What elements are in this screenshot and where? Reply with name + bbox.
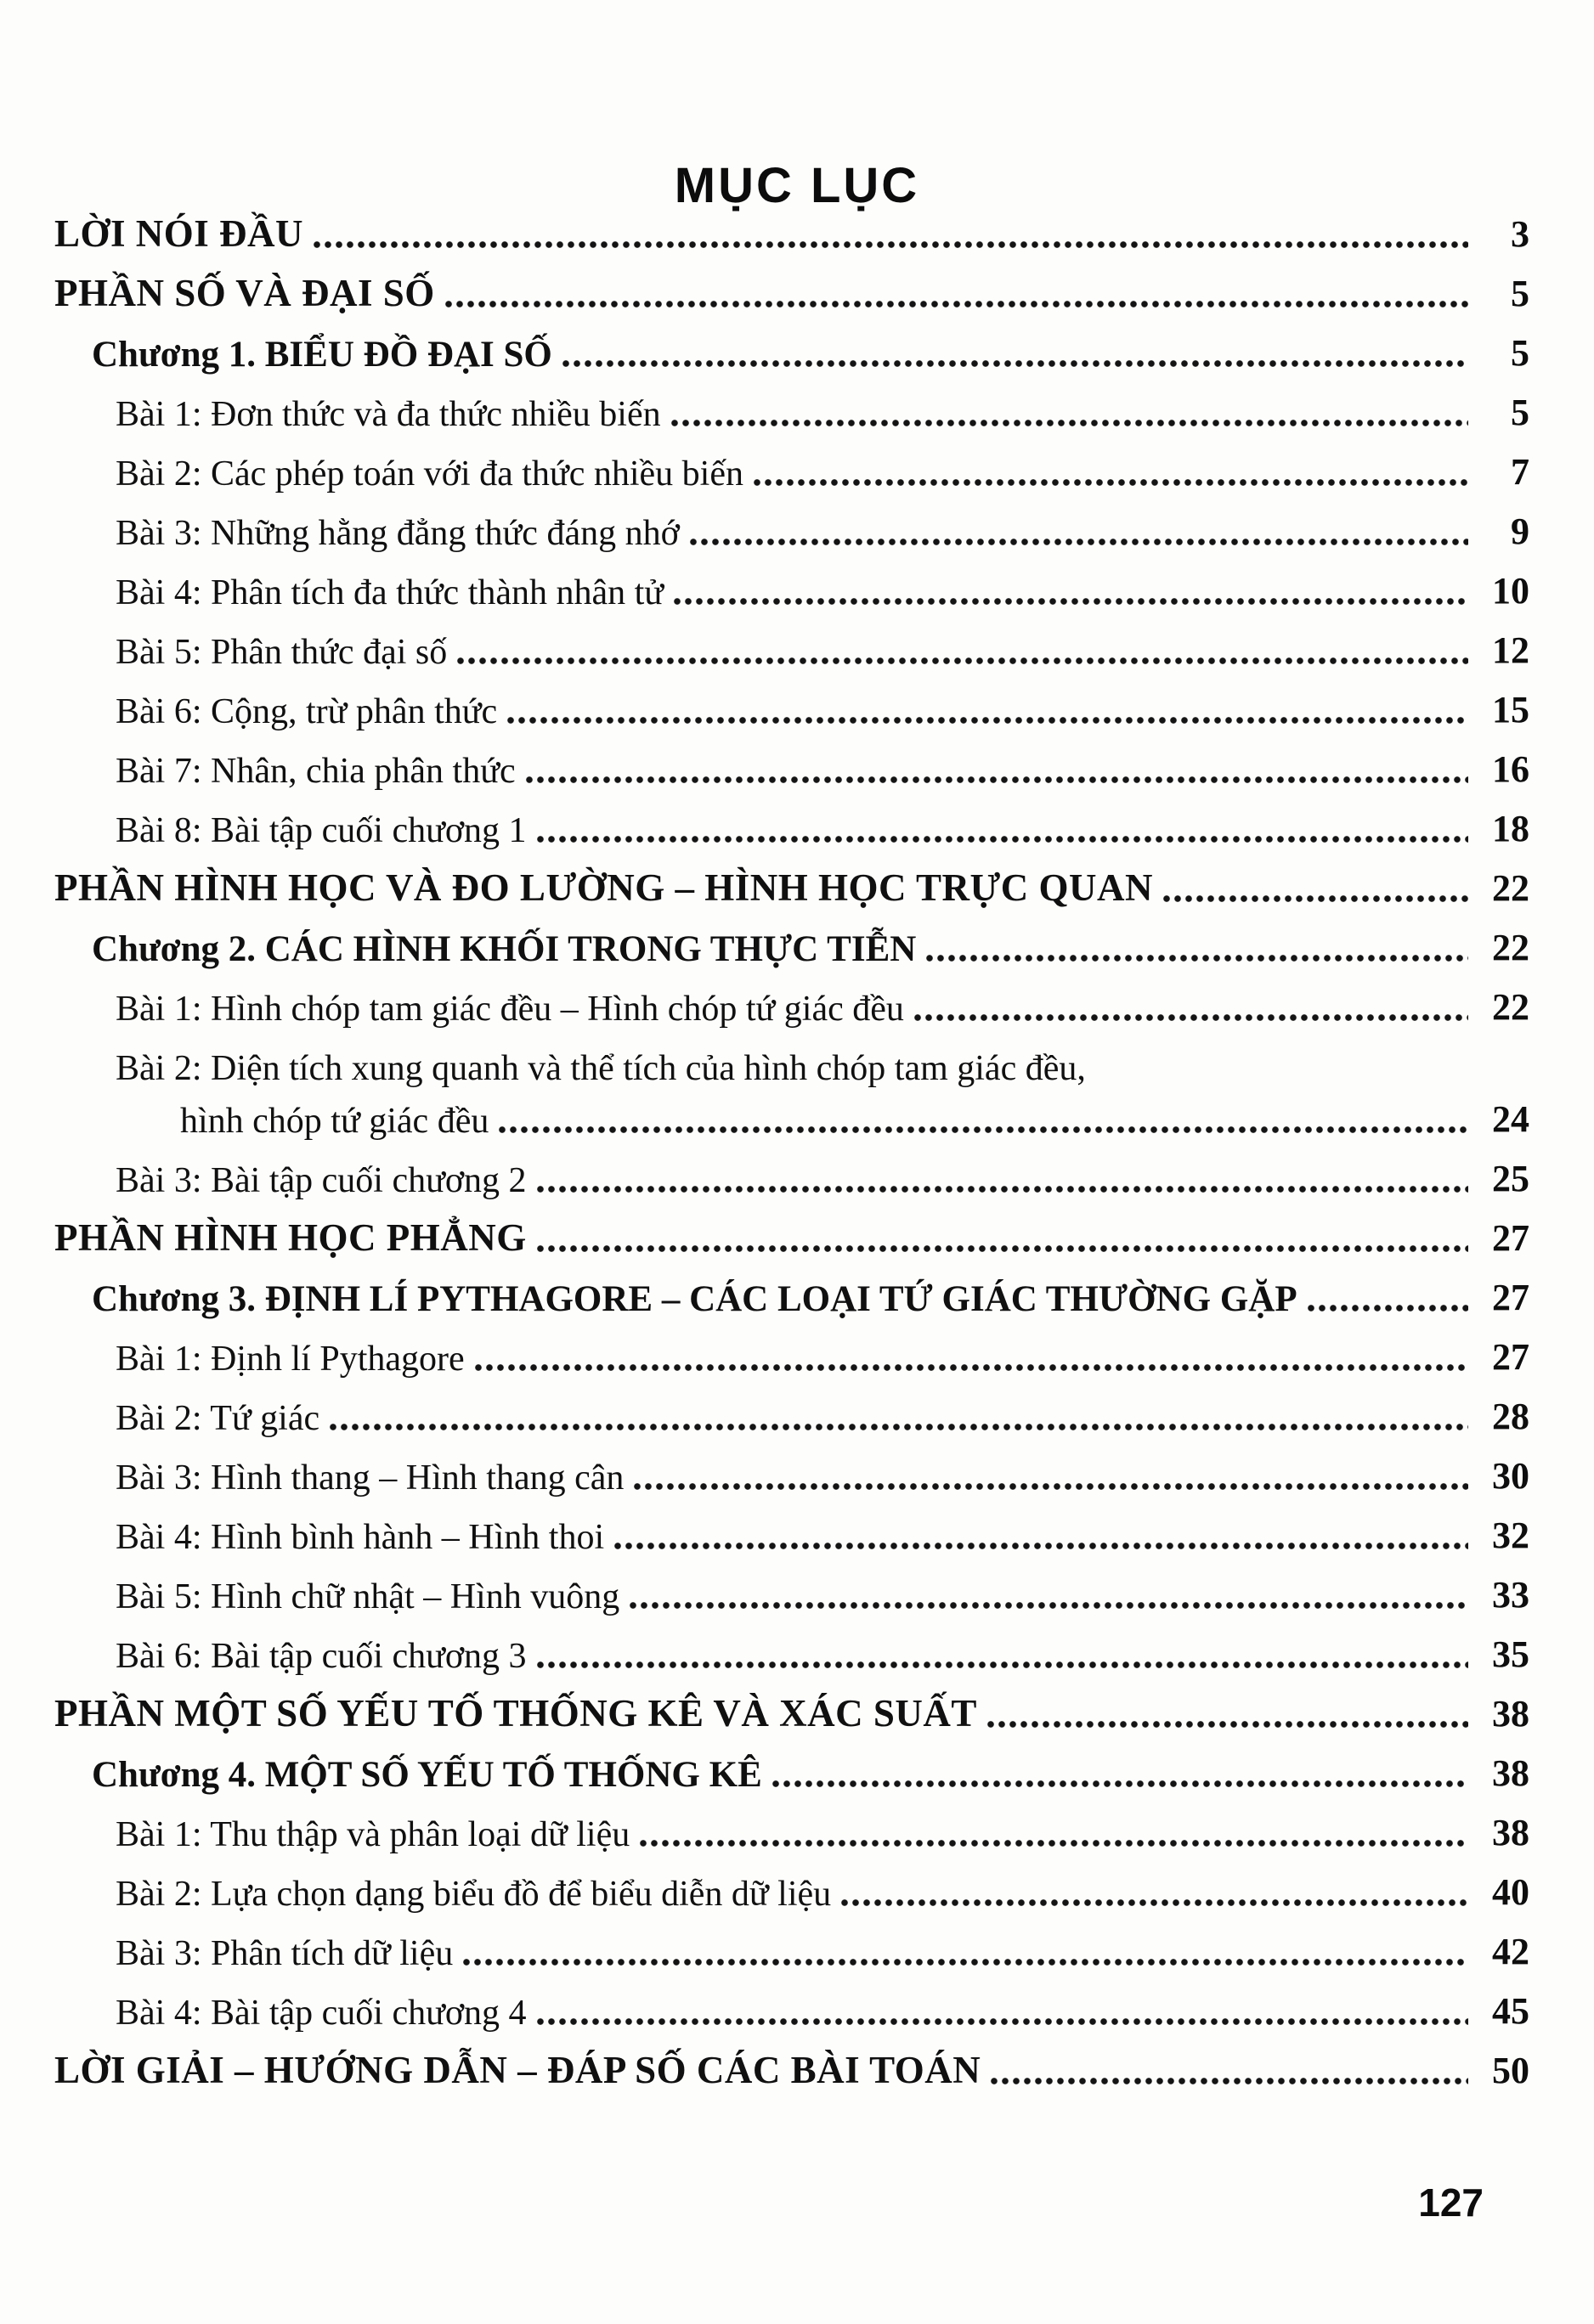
toc-entry-page: 38 xyxy=(1492,1812,1529,1854)
leader-dots xyxy=(841,1898,1468,1908)
leader-dots xyxy=(445,299,1468,309)
toc-entry-label: Bài 2: Diện tích xung quanh và thể tích của hình chóp tam giác đều, xyxy=(116,1048,1086,1088)
toc-entry-label: Bài 1: Định lí Pythagore xyxy=(116,1339,465,1379)
leader-dots xyxy=(671,418,1468,428)
toc-entry-label: Bài 6: Bài tập cuối chương 3 xyxy=(116,1636,527,1676)
toc-entry-page: 12 xyxy=(1492,629,1529,672)
leader-dots xyxy=(537,1244,1468,1254)
toc-entry xyxy=(54,1974,1529,2034)
toc-entry xyxy=(54,792,1529,851)
toc-entry-label: Bài 1: Đơn thức và đa thức nhiều biến xyxy=(116,394,661,434)
leader-dots xyxy=(537,1660,1468,1670)
toc-entry-page: 33 xyxy=(1492,1574,1529,1616)
toc-entry-label: Bài 4: Phân tích đa thức thành nhân tử xyxy=(116,573,664,612)
leader-dots xyxy=(457,656,1468,666)
toc-entry-label: LỜI GIẢI – HƯỚNG DẪN – ĐÁP SỐ CÁC BÀI TOÁN xyxy=(54,2049,981,2092)
toc-entry xyxy=(54,1677,1529,1736)
leader-dots xyxy=(537,2017,1468,2027)
leader-dots xyxy=(507,715,1468,725)
toc-entry xyxy=(54,1915,1529,1974)
toc-entry-label: Bài 6: Cộng, trừ phân thức xyxy=(116,691,498,731)
toc-entry-page: 22 xyxy=(1492,986,1529,1029)
toc-entry-label: PHẦN HÌNH HỌC PHẲNG xyxy=(54,1216,527,1260)
toc-entry xyxy=(54,1089,1529,1142)
toc-entry-label: Chương 4. MỘT SỐ YẾU TỐ THỐNG KÊ xyxy=(92,1754,762,1795)
leader-dots xyxy=(630,1600,1468,1610)
toc-entry xyxy=(54,970,1529,1029)
leader-dots xyxy=(314,240,1468,250)
toc-entry-page: 30 xyxy=(1492,1455,1529,1498)
toc-entry xyxy=(54,257,1529,316)
toc-entry-label: Bài 7: Nhân, chia phân thức xyxy=(116,751,516,791)
toc-entry-page: 25 xyxy=(1492,1158,1529,1200)
toc-entry-page: 5 xyxy=(1511,273,1529,315)
toc-list xyxy=(54,197,1529,2093)
toc-entry-label: Bài 3: Phân tích dữ liệu xyxy=(116,1933,454,1973)
toc-entry-label: Bài 2: Các phép toán với đa thức nhiều biến xyxy=(116,454,743,494)
toc-entry xyxy=(54,1142,1529,1201)
leader-dots xyxy=(463,1957,1468,1967)
leader-dots xyxy=(987,1719,1468,1729)
toc-entry xyxy=(54,1439,1529,1498)
toc-entry xyxy=(54,554,1529,613)
toc-entry-page: 32 xyxy=(1492,1515,1529,1557)
toc-entry-label: Bài 2: Lựa chọn dạng biểu đồ để biểu diễn dữ liệu xyxy=(116,1874,832,1914)
toc-entry xyxy=(54,1029,1529,1089)
leader-dots xyxy=(1163,894,1468,904)
toc-entry-label: Bài 4: Hình bình hành – Hình thoi xyxy=(116,1517,605,1557)
toc-entry xyxy=(54,1855,1529,1915)
toc-entry xyxy=(54,316,1529,375)
toc-entry xyxy=(54,673,1529,732)
toc-entry xyxy=(54,1320,1529,1379)
toc-entry xyxy=(54,197,1529,257)
leader-dots xyxy=(914,1013,1468,1023)
toc-entry-page: 22 xyxy=(1492,867,1529,910)
leader-dots xyxy=(926,953,1468,963)
toc-entry xyxy=(54,2034,1529,2093)
toc-entry xyxy=(54,375,1529,435)
toc-entry-page: 10 xyxy=(1492,570,1529,612)
toc-entry-page: 27 xyxy=(1492,1277,1529,1319)
toc-entry-label: Bài 3: Những hằng đẳng thức đáng nhớ xyxy=(116,513,680,553)
toc-entry-page: 42 xyxy=(1492,1931,1529,1973)
toc-entry-page: 3 xyxy=(1511,213,1529,256)
toc-entry xyxy=(54,1617,1529,1677)
toc-entry-label: Bài 1: Thu thập và phân loại dữ liệu xyxy=(116,1814,630,1854)
toc-entry-label: Chương 2. CÁC HÌNH KHỐI TRONG THỰC TIỄN xyxy=(92,928,917,969)
leader-dots xyxy=(499,1125,1468,1135)
toc-entry-label: Bài 4: Bài tập cuối chương 4 xyxy=(116,1993,527,2033)
leader-dots xyxy=(754,477,1468,488)
leader-dots xyxy=(537,1184,1468,1194)
toc-entry xyxy=(54,1201,1529,1261)
toc-entry-page: 38 xyxy=(1492,1752,1529,1795)
toc-entry-page: 5 xyxy=(1511,332,1529,375)
toc-entry xyxy=(54,1498,1529,1558)
leader-dots xyxy=(537,834,1468,844)
leader-dots xyxy=(1308,1303,1468,1313)
toc-entry-page: 5 xyxy=(1511,392,1529,434)
leader-dots xyxy=(634,1481,1468,1492)
toc-entry-label: Bài 5: Phân thức đại số xyxy=(116,632,448,672)
toc-entry xyxy=(54,1261,1529,1320)
leader-dots xyxy=(330,1422,1468,1432)
leader-dots xyxy=(526,775,1468,785)
toc-entry-label: Bài 3: Hình thang – Hình thang cân xyxy=(116,1458,625,1498)
toc-entry-label: Bài 3: Bài tập cuối chương 2 xyxy=(116,1160,527,1200)
toc-entry xyxy=(54,1796,1529,1855)
leader-dots xyxy=(991,2076,1468,2086)
toc-entry-page: 16 xyxy=(1492,748,1529,791)
toc-entry xyxy=(54,732,1529,792)
leader-dots xyxy=(562,358,1468,369)
leader-dots xyxy=(640,1838,1468,1848)
toc-entry-page: 7 xyxy=(1511,451,1529,494)
leader-dots xyxy=(674,596,1468,606)
toc-entry-page: 24 xyxy=(1492,1098,1529,1141)
toc-entry-label: Chương 3. ĐỊNH LÍ PYTHAGORE – CÁC LOẠI TỨ GIÁC THƯỜNG GẶP xyxy=(92,1278,1297,1319)
toc-entry-label: hình chóp tứ giác đều xyxy=(180,1101,489,1141)
toc-entry-label: Bài 2: Tứ giác xyxy=(116,1398,320,1438)
toc-entry-page: 27 xyxy=(1492,1336,1529,1379)
toc-entry-label: Bài 8: Bài tập cuối chương 1 xyxy=(116,810,527,850)
page-title: MỤC LỤC xyxy=(674,157,920,213)
toc-entry-page: 50 xyxy=(1492,2050,1529,2092)
toc-entry-page: 15 xyxy=(1492,689,1529,731)
toc-entry-page: 35 xyxy=(1492,1633,1529,1676)
toc-entry xyxy=(54,435,1529,494)
toc-entry-page: 22 xyxy=(1492,927,1529,969)
toc-entry-page: 38 xyxy=(1492,1693,1529,1735)
toc-entry-page: 9 xyxy=(1511,510,1529,553)
toc-entry xyxy=(54,911,1529,970)
leader-dots xyxy=(772,1779,1468,1789)
toc-entry xyxy=(54,851,1529,911)
toc-entry xyxy=(54,494,1529,554)
toc-entry-label: LỜI NÓI ĐẦU xyxy=(54,212,304,256)
toc-entry-page: 40 xyxy=(1492,1871,1529,1914)
toc-entry-label: PHẦN MỘT SỐ YẾU TỐ THỐNG KÊ VÀ XÁC SUẤT xyxy=(54,1692,977,1735)
toc-entry-label: Chương 1. BIỂU ĐỒ ĐẠI SỐ xyxy=(92,334,552,375)
toc-entry xyxy=(54,1558,1529,1617)
toc-entry-label: PHẦN HÌNH HỌC VÀ ĐO LƯỜNG – HÌNH HỌC TRỰC QUAN xyxy=(54,866,1154,910)
toc-entry-page: 45 xyxy=(1492,1990,1529,2033)
page-number: 127 xyxy=(1418,2180,1484,2225)
toc-entry-page: 28 xyxy=(1492,1396,1529,1438)
leader-dots xyxy=(614,1541,1468,1551)
toc-entry-page: 18 xyxy=(1492,808,1529,850)
toc-entry-page: 27 xyxy=(1492,1217,1529,1260)
toc-entry xyxy=(54,1379,1529,1439)
toc-entry-label: Bài 5: Hình chữ nhật – Hình vuông xyxy=(116,1577,620,1616)
toc-entry xyxy=(54,613,1529,673)
toc-entry-label: Bài 1: Hình chóp tam giác đều – Hình chóp tứ giác đều xyxy=(116,989,904,1029)
leader-dots xyxy=(475,1362,1468,1373)
toc-entry xyxy=(54,1736,1529,1796)
toc-entry-label: PHẦN SỐ VÀ ĐẠI SỐ xyxy=(54,272,435,315)
leader-dots xyxy=(690,537,1468,547)
